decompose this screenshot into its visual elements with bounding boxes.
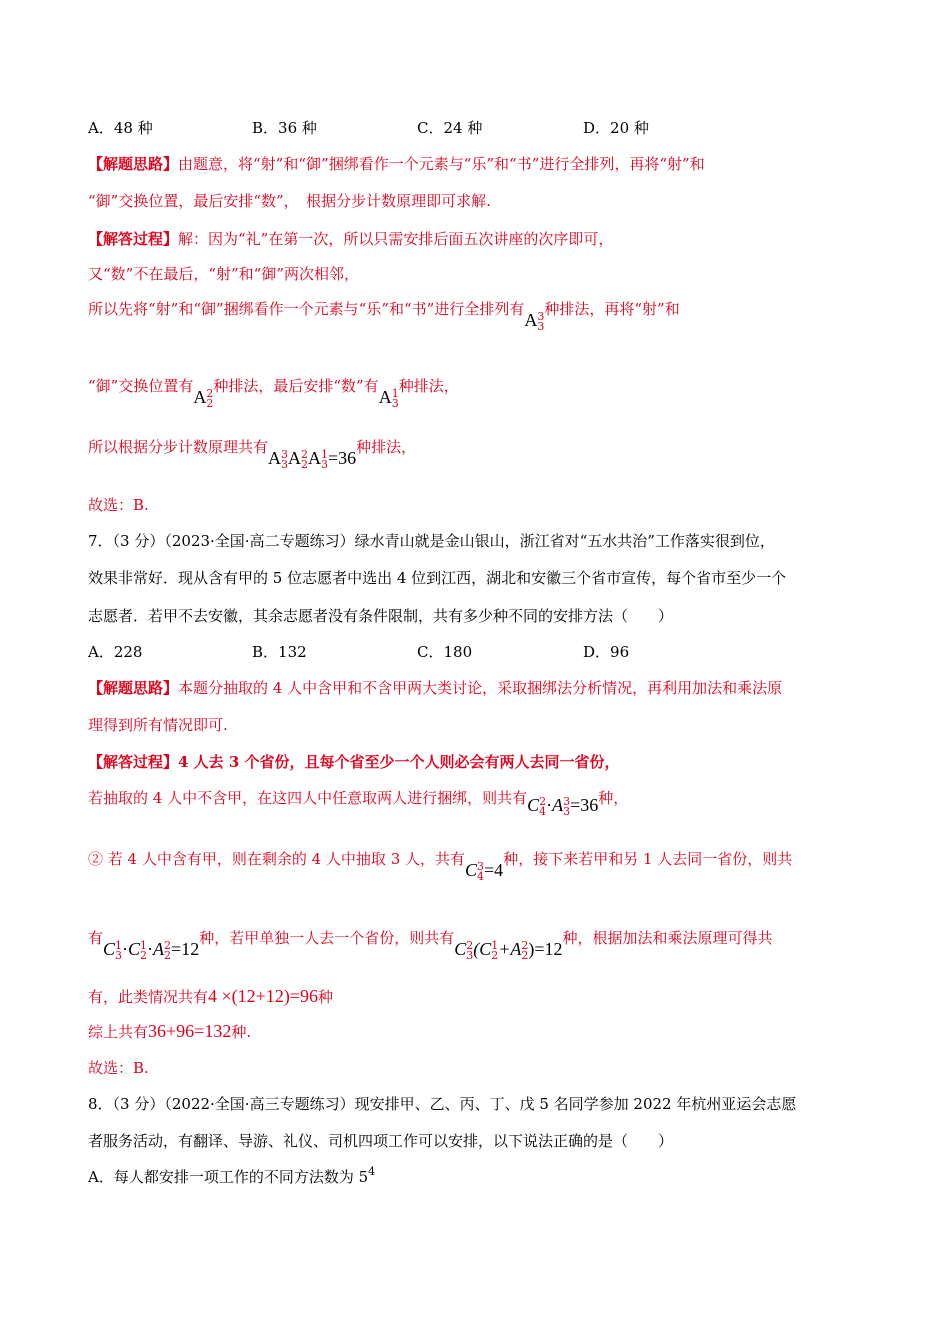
q7-option-d: D．96 [583, 643, 630, 661]
q7-process-line3 [88, 848, 793, 883]
q6-process-line1 [88, 229, 613, 249]
q6-process-line2: 又“数”不在最后，“射”和“御”两次相邻， [88, 265, 360, 283]
q8-option-a-exponent: 4 [368, 1165, 376, 1178]
process-line4-mid: 种排法，最后安排“数”有 [213, 377, 379, 395]
q6-thinking-line2: “御”交换位置，最后安排“数”， 根据分步计数原理即可求解. [88, 192, 491, 210]
q6-process-line4 [88, 375, 459, 410]
process-line5-tail: 种 [317, 988, 333, 1006]
process-line6-text: 综上共有 [88, 1023, 149, 1041]
q7-stem-line2: 效果非常好．现从含有甲的 5 位志愿者中选出 4 位到江西，湖北和安徽三个省市宣传，每个省市至少一个 [88, 569, 787, 587]
formula-a31: A 1 3 [378, 387, 399, 410]
q6-process-line5 [88, 436, 417, 471]
process-line5-text: 所以根据分步计数原理共有 [88, 438, 269, 456]
q6-process-line3 [88, 298, 680, 333]
process-line3-text: ② 若 4 人中含有甲，则在剩余的 4 人中抽取 3 人，共有 [88, 850, 466, 868]
formula-c42-a33: C 2 4 ·A 3 3 =36 [527, 795, 599, 818]
q7-process-line1 [88, 752, 620, 772]
q8-option-a [88, 1167, 375, 1189]
q7-thinking-line2: 理得到所有情况即可. [88, 716, 228, 734]
formula-96: 4 ×(12+12)=96 [208, 986, 318, 1006]
process-line5-tail: 种排法， [356, 438, 417, 456]
q6-option-d: D．20 种 [583, 119, 649, 137]
process-text: 解：因为“礼”在第一次，所以只需安排后面五次讲座的次序即可， [178, 230, 614, 248]
process-line2-tail: 种， [598, 789, 629, 807]
thinking-label: 【解题思路】 [88, 155, 179, 173]
q7-process-line2 [88, 787, 629, 818]
process-line2-text: 若抽取的 4 人中不含甲，在这四人中任意取两人进行捆绑，则共有 [88, 789, 528, 807]
formula-132: 36+96=132 [148, 1021, 232, 1041]
thinking-text: 由题意，将“射”和“御”捆绑看作一个元素与“乐”和“书”进行全排列，再将“射”和 [178, 155, 705, 173]
q7-stem-line1: 7．（3 分）（2023·全国·高二专题练习）绿水青山就是金山银山，浙江省对“五水共治”工作落实很到位， [88, 532, 775, 550]
q7-answer: 故选：B. [88, 1059, 149, 1077]
process-line4-mid: 种，若甲单独一人去一个省份，则共有 [199, 929, 455, 947]
process-line3-text: 所以先将“射”和“御”捆绑看作一个元素与“乐”和“书”进行全排列有 [88, 300, 525, 318]
q7-process-line6 [88, 1021, 251, 1042]
q6-thinking-line1 [88, 154, 705, 174]
q7-process-line4 [88, 927, 773, 962]
q6-option-b: B．36 种 [252, 119, 317, 137]
q7-option-b: B．132 [252, 643, 307, 661]
q7-thinking-line1 [88, 678, 782, 698]
formula-c32-sum: C 2 3 (C 1 2 +A 2 2 )=12 [454, 939, 563, 962]
q8-stem-line1: 8．（3 分）（2022·全国·高三专题练习）现安排甲、乙、丙、丁、戊 5 名同学参加 2022 年杭州亚运会志愿 [88, 1095, 797, 1113]
process-label: 【解答过程】 [88, 753, 179, 771]
q7-option-a: A．228 [88, 643, 143, 661]
formula-total-36: A 3 3 A 2 2 A 1 3 =36 [268, 448, 357, 471]
formula-a22: A 2 2 [193, 387, 214, 410]
process-line4-tail: 种，根据加法和乘法原理可得共 [562, 929, 773, 947]
process-label: 【解答过程】 [88, 230, 179, 248]
process-line4-text: 有 [88, 929, 104, 947]
process-line5-text: 有，此类情况共有 [88, 988, 209, 1006]
formula-c31-c21-a22: C 1 3 ·C 1 2 ·A 2 2 =12 [103, 939, 200, 962]
process-line3-tail: 种排法，再将“射”和 [544, 300, 680, 318]
q6-answer: 故选：B. [88, 496, 149, 514]
q7-option-c: C．180 [417, 643, 473, 661]
formula-c43: C 3 4 =4 [465, 860, 504, 883]
q7-process-line5 [88, 986, 333, 1007]
thinking-label: 【解题思路】 [88, 679, 179, 697]
process-line4-tail: 种排法， [398, 377, 459, 395]
thinking-text: 本题分抽取的 4 人中含甲和不含甲两大类讨论，采取捆绑法分析情况，再利用加法和乘法原 [178, 679, 783, 697]
process-line3-tail: 种，接下来若甲和另 1 人去同一省份，则共 [503, 850, 793, 868]
process-line4-text: “御”交换位置有 [88, 377, 194, 395]
q8-option-a-text: A．每人都安排一项工作的不同方法数为 5 [88, 1168, 369, 1186]
q6-option-a: A．48 种 [88, 119, 153, 137]
process-line6-tail: 种. [231, 1023, 252, 1041]
q8-stem-line2: 者服务活动，有翻译、导游、礼仪、司机四项工作可以安排，以下说法正确的是（ ） [88, 1132, 674, 1150]
process-text: 4 人去 3 个省份，且每个省至少一个人则必会有两人去同一省份， [178, 753, 620, 771]
q6-option-c: C．24 种 [417, 119, 483, 137]
q7-stem-line3: 志愿者．若甲不去安徽，其余志愿者没有条件限制，共有多少种不同的安排方法（ ） [88, 607, 674, 625]
formula-a33: A 3 3 [524, 310, 545, 333]
